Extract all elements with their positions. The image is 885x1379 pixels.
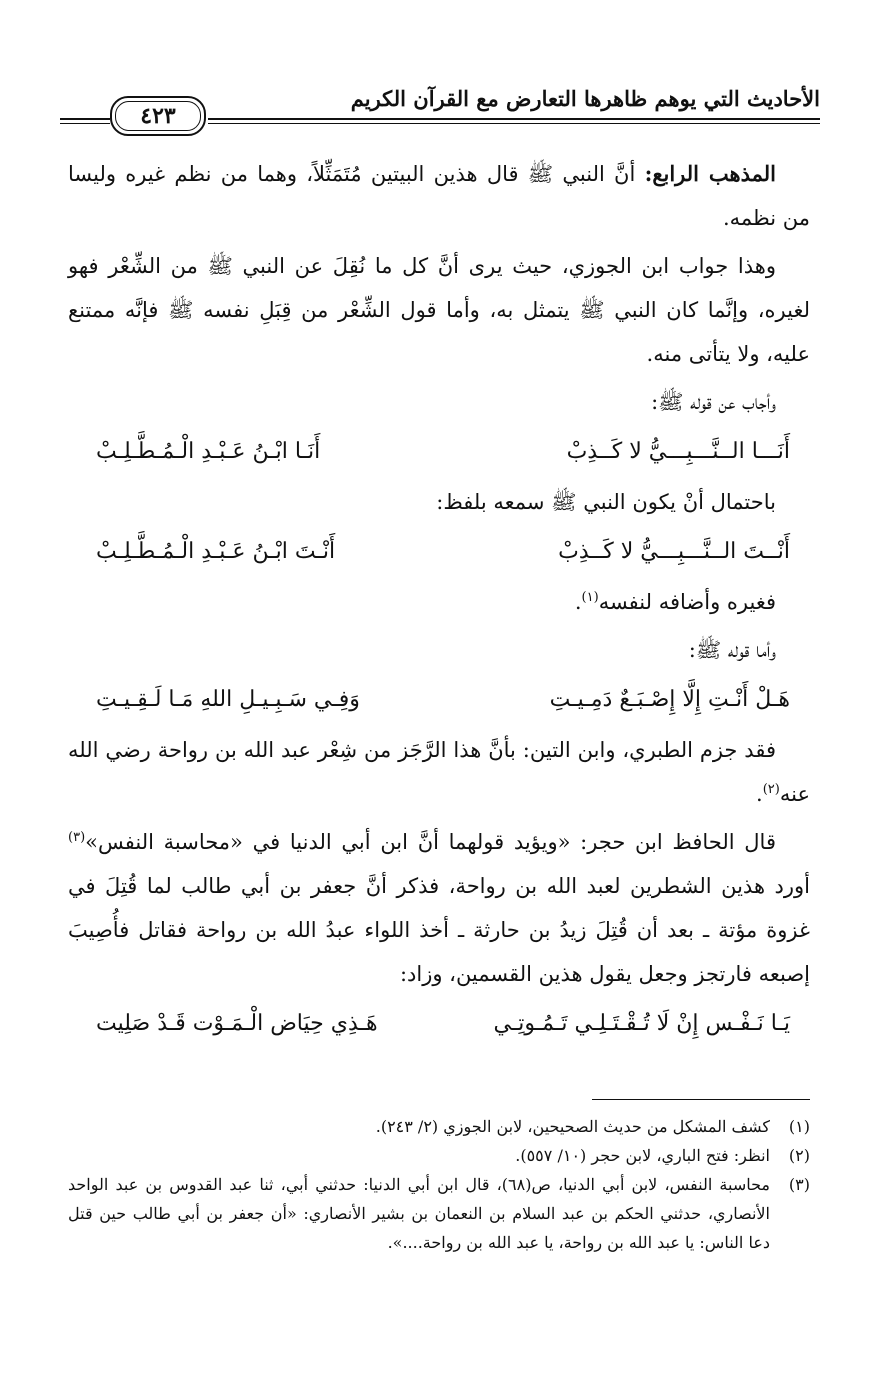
paragraph-text: أورد هذين الشطرين لعبد الله بن رواحة، فذكر أنَّ جعفر بن أبي طالب لما قُتِلَ في غزوة مؤتة ـ بعد أن قُتِلَ زيدُ بن حارثة ـ أخذ اللواء عبدُ الله بن رواحة فقاتل فأُصِيبَ إصبعه فارتجز وجعل يقول هذين القسمين، وزاد: <box>68 874 810 986</box>
verse-left-hemistich: أَنَـا ابْـنُ عَـبْـدِ الْـمُـطَّـلِـبْ <box>96 439 321 464</box>
footnote-ref[interactable]: (١) <box>581 590 599 605</box>
footnote-separator <box>592 1099 810 1100</box>
page-number-frame <box>110 96 206 136</box>
footnote <box>68 1141 810 1170</box>
paragraph <box>68 728 810 816</box>
paragraph: وهذا جواب ابن الجوزي، حيث يرى أنَّ كل ما نُقِلَ عن النبي ﷺ من الشِّعْر فهو لغيره، وإنَّما كان النبي ﷺ يتمثل به، وأما قول الشِّعْر من قِبَلِ نفسه ﷺ فإنَّه ممتنع عليه، ولا يتأتى منه. <box>68 254 810 366</box>
paragraph-text: فقد جزم الطبري، وابن التين: بأنَّ هذا الرَّجَز من شِعْر عبد الله بن رواحة رضي الله عنه <box>68 738 810 806</box>
header-rule-short <box>60 118 110 124</box>
header-rule <box>208 118 820 124</box>
paragraph: وأجاب عن قوله ﷺ: <box>651 390 776 414</box>
footnote-number: (٣) <box>788 1175 810 1194</box>
page-number: ٤٢٣ <box>140 103 176 129</box>
footnote <box>68 1112 810 1141</box>
verse-line <box>96 676 790 724</box>
verse-line <box>96 1000 790 1048</box>
page-header <box>60 82 820 134</box>
paragraph: باحتمال أنْ يكون النبي ﷺ سمعه بلفظ: <box>436 490 776 514</box>
footnote-number: (٢) <box>788 1146 810 1165</box>
paragraph <box>68 152 810 240</box>
footnote-text: محاسبة النفس، لابن أبي الدنيا، ص(٦٨)، قال ابن أبي الدنيا: حدثني أبي، ثنا عبد القدوس بن عبد الواحد الأنصاري، حدثني الحكم بن عبد السلام بن النعمان بن بشير الأنصاري: «أن جعفر بن أبي طالب حين قتل دعا الناس: يا عبد الله بن رواحة، يا عبد الله بن رواحة....». <box>68 1175 771 1252</box>
verse-left-hemistich: هَـذِي حِيَاض الْـمَـوْت قَـدْ صَلِيت <box>96 1011 378 1036</box>
running-title: الأحاديث التي يوهم ظاهرها التعارض مع القرآن الكريم <box>350 86 820 111</box>
punctuation: . <box>574 590 582 614</box>
verse-line <box>96 428 790 476</box>
footnote-number: (١) <box>788 1117 810 1136</box>
verse-line <box>96 528 790 576</box>
main-text <box>68 152 810 1052</box>
footnote-ref[interactable]: (٣) <box>68 830 86 845</box>
verse-right-hemistich: هَـلْ أَنْـتِ إِلَّا إِصْـبَـعٌ دَمِـيـتِ <box>549 687 790 712</box>
footnote-text: انظر: فتح الباري، لابن حجر (١٠/ ٥٥٧). <box>515 1146 770 1165</box>
verse-left-hemistich: أَنْـتَ ابْـنُ عَـبْـدِ الْـمُـطَّـلِـبْ <box>96 539 336 564</box>
paragraph: وأما قوله ﷺ: <box>688 638 776 662</box>
verse-right-hemistich: يَـا نَـفْـس إِنْ لَا تُـقْـتَـلِـي تَـمُـوتِـي <box>493 1011 790 1036</box>
verse-right-hemistich: أَنَـــا الــنَّـــبِـــيُّ لا كَــذِبْ <box>566 439 790 464</box>
punctuation: . <box>756 782 763 806</box>
paragraph <box>68 820 810 996</box>
section-lead: المذهب الرابع: <box>644 161 776 186</box>
footnote <box>68 1170 810 1257</box>
verse-left-hemistich: وَفِـي سَـبِـيـلِ اللهِ مَـا لَـقِـيـتِ <box>96 687 360 712</box>
paragraph-text: أنَّ النبي ﷺ قال هذين البيتين مُتَمَثِّلاً، وهما من نظم غيره وليسا من نظمه. <box>68 162 810 230</box>
paragraph <box>68 580 810 624</box>
verse-right-hemistich: أَنْــتَ الــنَّـــبِـــيُّ لا كَــذِبْ <box>558 539 790 564</box>
paragraph-text: قال الحافظ ابن حجر: «ويؤيد قولهما أنَّ ابن أبي الدنيا في «محاسبة النفس» <box>85 830 776 854</box>
footnote-text: كشف المشكل من حديث الصحيحين، لابن الجوزي (٢/ ٢٤٣). <box>375 1117 770 1136</box>
footnote-ref[interactable]: (٢) <box>762 782 780 797</box>
footnotes <box>68 1112 810 1257</box>
paragraph-text: فغيره وأضافه لنفسه <box>598 590 776 614</box>
